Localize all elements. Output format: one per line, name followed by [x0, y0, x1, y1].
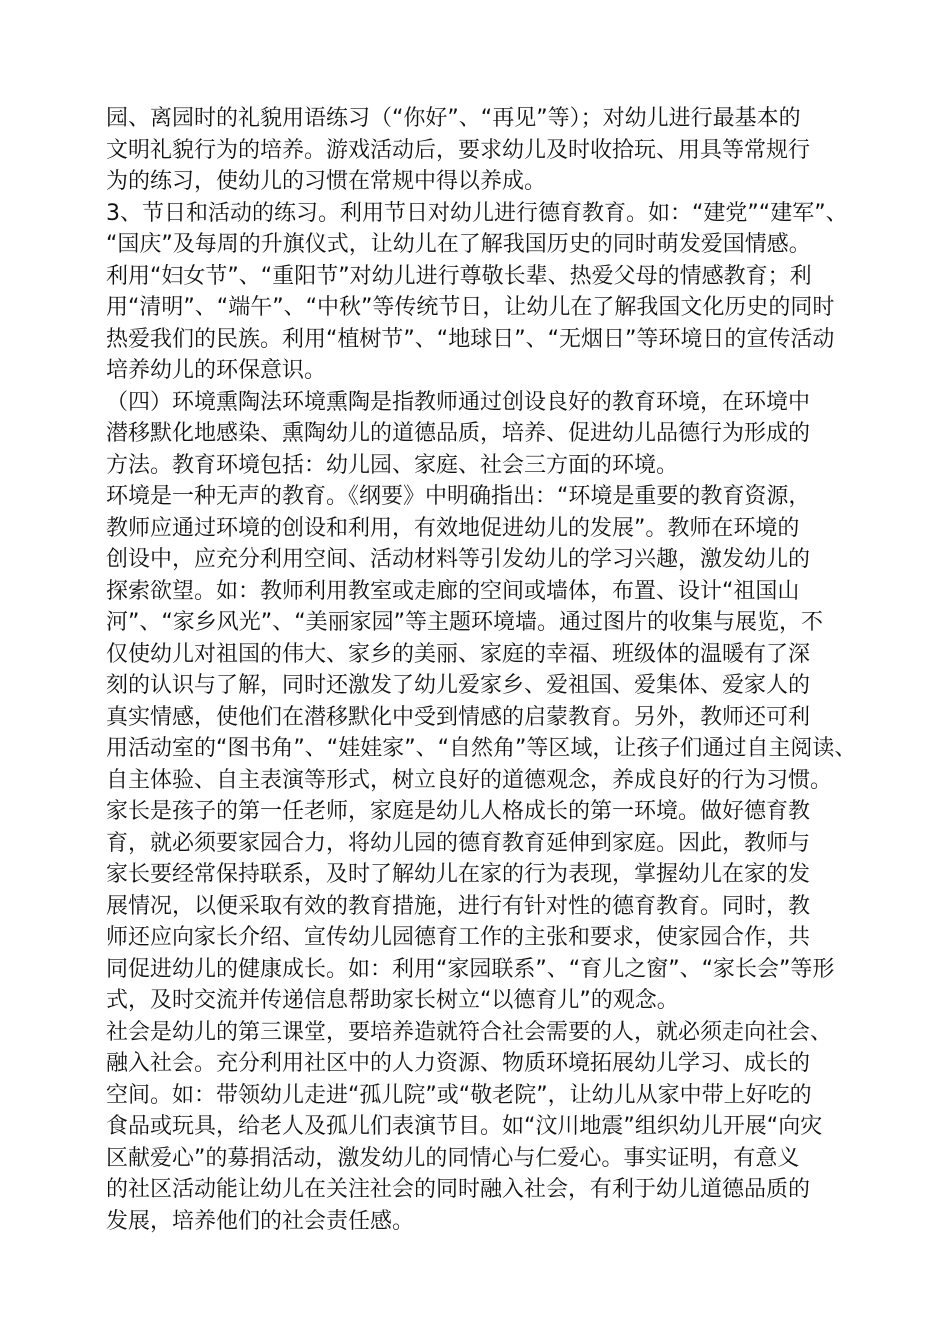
text-line: 式，及时交流并传递信息帮助家长树立“以德育儿”的观念。 [106, 988, 679, 1013]
text-line: 育，就必须要家园合力，将幼儿园的德育教育延伸到家庭。因此，教师与 [106, 830, 811, 856]
text-line: 创设中，应充分利用空间、活动材料等引发幼儿的学习兴趣，激发幼儿的 [106, 547, 811, 572]
text-line: 探索欲望。如：教师利用教室或走廊的空间或墙体，布置、设计“祖国山 [106, 578, 800, 604]
text-line: 环境是一种无声的教育。《纲要》中明确指出：“环境是重要的教育资源， [106, 484, 811, 509]
text-line: 家长是孩子的第一任老师，家庭是幼儿人格成长的第一环境。做好德育教 [106, 799, 811, 824]
text-line: 区献爱心”的募捐活动，激发幼儿的同情心与仁爱心。事实证明，有意义 [106, 1145, 800, 1171]
text-line: 方法。教育环境包括：幼儿园、家庭、社会三方面的环境。 [106, 452, 679, 478]
text-line: 空间。如：带领幼儿走进“孤儿院”或“敬老院”，让幼儿从家中带上好吃的 [106, 1082, 812, 1108]
text-line: 发展，培养他们的社会责任感。 [106, 1208, 415, 1234]
text-line: 利用“妇女节”、“重阳节”对幼儿进行尊敬长辈、热爱父母的情感教育；利 [106, 263, 812, 289]
text-line: 培养幼儿的环保意识。 [106, 358, 327, 383]
text-line: 的社区活动能让幼儿在关注社会的同时融入社会，有利于幼儿道德品质的 [106, 1177, 811, 1202]
text-line: 家长要经常保持联系，及时了解幼儿在家的行为表现，掌握幼儿在家的发 [106, 862, 811, 887]
text-line: 3、节日和活动的练习。利用节日对幼儿进行德育教育。如：“建党”“建军”、 [106, 200, 848, 226]
text-line: 用活动室的“图书角”、“娃娃家”、“自然角”等区域，让孩子们通过自主阅读、 [106, 736, 857, 761]
text-line: （四）环境熏陶法环境熏陶是指教师通过创设良好的教育环境，在环境中 [106, 389, 811, 415]
text-line: 园、离园时的礼貌用语练习（“你好”、“再见”等）；对幼儿进行最基本的 [106, 106, 801, 131]
text-line: 文明礼貌行为的培养。游戏活动后，要求幼儿及时收拾玩、用具等常规行 [106, 137, 811, 163]
text-line: 融入社会。充分利用社区中的人力资源、物质环境拓展幼儿学习、成长的 [106, 1051, 811, 1076]
text-line: 同促进幼儿的健康成长。如：利用“家园联系”、“育儿之窗”、“家长会”等形 [106, 956, 835, 982]
text-line: 用“清明”、“端午”、“中秋”等传统节日，让幼儿在了解我国文化历史的同时 [106, 295, 835, 320]
text-line: 展情况，以便采取有效的教育措施，进行有针对性的德育教育。同时，教 [106, 893, 811, 919]
text-line: 潜移默化地感染、熏陶幼儿的道德品质，培养、促进幼儿品德行为形成的 [106, 421, 811, 446]
text-line: 真实情感，使他们在潜移默化中受到情感的启蒙教育。另外，教师还可利 [106, 704, 811, 730]
text-line: 社会是幼儿的第三课堂，要培养造就符合社会需要的人，就必须走向社会、 [106, 1019, 833, 1045]
text-line: 自主体验、自主表演等形式，树立良好的道德观念，养成良好的行为习惯。 [106, 767, 833, 793]
text-line: 食品或玩具，给老人及孤儿们表演节目。如“汶川地震”组织幼儿开展“向灾 [106, 1114, 823, 1139]
text-line: 河”、“家乡风光”、“美丽家园”等主题环境墙。通过图片的收集与展览，不 [106, 610, 823, 635]
text-line: 仅使幼儿对祖国的伟大、家乡的美丽、家庭的幸福、班级体的温暖有了深 [106, 641, 811, 667]
text-line: 刻的认识与了解，同时还激发了幼儿爱家乡、爱祖国、爱集体、爱家人的 [106, 673, 811, 698]
body-text [106, 103, 866, 1237]
text-line: “国庆”及每周的升旗仪式，让幼儿在了解我国历史的同时萌发爱国情感。 [106, 232, 811, 257]
text-line: 热爱我们的民族。利用“植树节”、“地球日”、“无烟日”等环境日的宣传活动 [106, 326, 835, 352]
text-line: 为的练习，使幼儿的习惯在常规中得以养成。 [106, 169, 547, 194]
text-line: 师还应向家长介绍、宣传幼儿园德育工作的主张和要求，使家园合作，共 [106, 925, 811, 950]
text-line: 教师应通过环境的创设和利用，有效地促进幼儿的发展”。教师在环境的 [106, 515, 800, 541]
